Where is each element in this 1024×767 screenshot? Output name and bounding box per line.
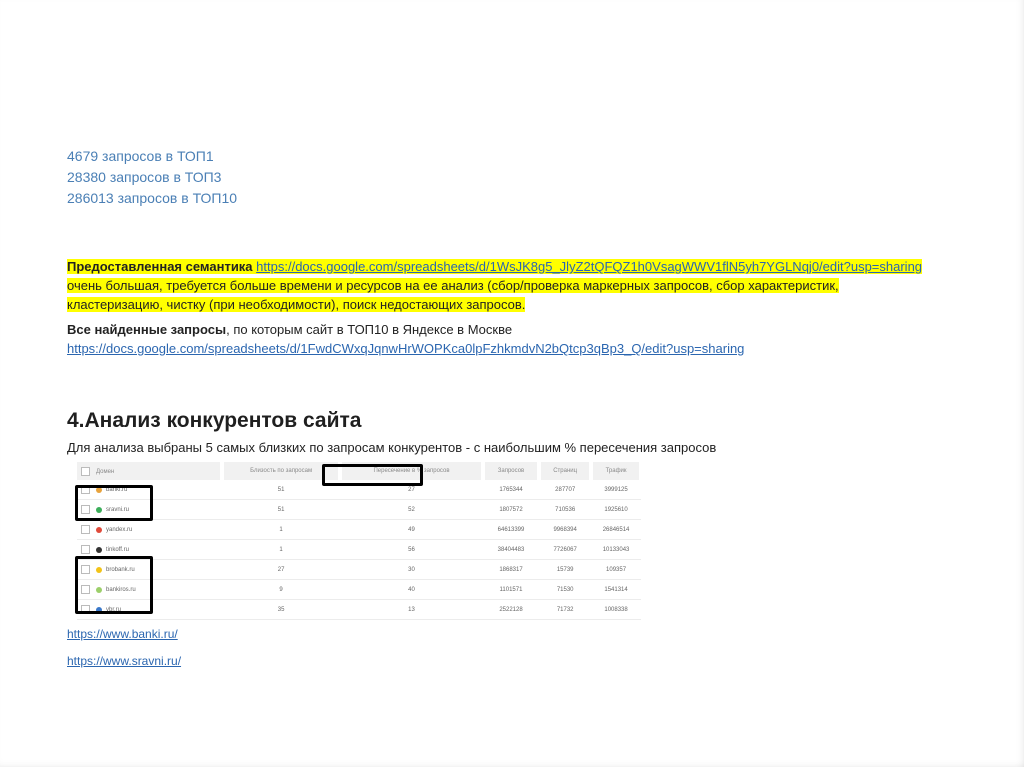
row-cell: 1765344 [483, 480, 539, 500]
header-domain[interactable]: Домен [77, 462, 222, 480]
row-cell: 38404483 [483, 540, 539, 560]
section-title: 4.Анализ конкурентов сайта [67, 409, 362, 432]
row-cell: 51 [222, 480, 340, 500]
stat-top10: 286013 запросов в ТОП10 [67, 190, 238, 206]
table-row[interactable] [77, 600, 641, 620]
row-cell: 49 [340, 520, 483, 540]
domain-name[interactable]: banki.ru [106, 487, 128, 494]
semantics-paragraph [67, 257, 927, 314]
found-rest: , по которым сайт в ТОП10 в Яндексе в Москве [226, 322, 513, 337]
row-checkbox[interactable] [81, 525, 90, 534]
header-queries[interactable]: Запросов [483, 462, 539, 480]
link-banki[interactable]: https://www.banki.ru/ [67, 627, 178, 641]
row-cell: 287707 [539, 480, 591, 500]
row-cell: 1008338 [591, 600, 641, 620]
domain-name[interactable]: vbr.ru [106, 607, 122, 614]
highlight-frame-bottom [75, 556, 153, 614]
domain-name[interactable]: brobank.ru [106, 567, 135, 574]
semantics-tail-inline: очень [67, 278, 102, 293]
domain-name[interactable]: tinkoff.ru [106, 547, 129, 554]
found-label: Все найденные запросы [67, 322, 227, 337]
row-cell: 109357 [591, 560, 641, 580]
row-cell: 1807572 [483, 500, 539, 520]
row-cell: 15739 [539, 560, 591, 580]
row-cell: 13 [340, 600, 483, 620]
competitors-table-body [77, 480, 641, 620]
row-cell: 51 [222, 500, 340, 520]
row-cell: 35 [222, 600, 340, 620]
row-cell: 27 [222, 560, 340, 580]
table-row[interactable] [77, 560, 641, 580]
highlight-frame-top [75, 485, 153, 521]
semantics-label: Предоставленная семантика [67, 259, 253, 274]
row-cell: 30 [340, 560, 483, 580]
row-cell: 2522128 [483, 600, 539, 620]
row-cell: 1925610 [591, 500, 641, 520]
semantics-link[interactable]: https://docs.google.com/spreadsheets/d/1WsJK8g5_JlyZ2tQFQZ1h0VsagWWV1flN5yh7YGLNqj0/edit?usp=sharing [256, 259, 923, 274]
row-domain[interactable] [77, 520, 222, 540]
domain-name[interactable]: sravni.ru [106, 507, 130, 514]
row-cell: 1868317 [483, 560, 539, 580]
header-overlap[interactable]: Пересечение в % запросов [340, 462, 483, 480]
semantics-tail: большая, требуется больше времени и ресурсов на ее анализ (сбор/проверка маркерных запросов, сбор характеристик, кластеризацию, чистку (при необходимости), поиск недостающих запросов. [67, 278, 839, 312]
found-queries-paragraph [67, 320, 927, 358]
section-subtitle: Для анализа выбраны 5 самых близких по запросам конкурентов - с наибольшим % пересечения запросов [67, 440, 717, 455]
favicon-icon [96, 527, 102, 533]
row-cell: 1 [222, 540, 340, 560]
header-traffic[interactable]: Трафик [591, 462, 641, 480]
table-row[interactable] [77, 580, 641, 600]
header-pages[interactable]: Страниц [539, 462, 591, 480]
row-cell: 10133043 [591, 540, 641, 560]
stat-top1: 4679 запросов в ТОП1 [67, 148, 214, 164]
row-cell: 71530 [539, 580, 591, 600]
link-sravni[interactable]: https://www.sravni.ru/ [67, 654, 182, 668]
header-similarity[interactable]: Близость по запросам [222, 462, 340, 480]
row-cell: 1101571 [483, 580, 539, 600]
stat-top3: 28380 запросов в ТОП3 [67, 169, 222, 185]
favicon-icon [96, 547, 102, 553]
row-cell: 26846514 [591, 520, 641, 540]
row-cell: 3999125 [591, 480, 641, 500]
row-cell: 71732 [539, 600, 591, 620]
table-row[interactable] [77, 500, 641, 520]
found-link[interactable]: https://docs.google.com/spreadsheets/d/1FwdCWxqJqnwHrWOPKca0lpFzhkmdvN2bQtcp3qBp3_Q/edit?usp=sharing [67, 341, 745, 356]
row-cell: 27 [340, 480, 483, 500]
competitors-screenshot [77, 462, 643, 612]
row-cell: 9968394 [539, 520, 591, 540]
row-cell: 1541314 [591, 580, 641, 600]
domain-name[interactable]: bankiros.ru [106, 587, 136, 594]
highlight-frame-header [322, 464, 423, 486]
row-checkbox[interactable] [81, 545, 90, 554]
row-cell: 64613399 [483, 520, 539, 540]
table-row[interactable] [77, 520, 641, 540]
row-cell: 40 [340, 580, 483, 600]
row-cell: 710536 [539, 500, 591, 520]
table-row[interactable] [77, 540, 641, 560]
row-cell: 56 [340, 540, 483, 560]
row-cell: 1 [222, 520, 340, 540]
domain-name[interactable]: yandex.ru [106, 527, 133, 534]
row-cell: 52 [340, 500, 483, 520]
top-stats [67, 146, 237, 209]
row-cell: 7726067 [539, 540, 591, 560]
row-cell: 9 [222, 580, 340, 600]
select-all-checkbox[interactable] [81, 467, 90, 476]
